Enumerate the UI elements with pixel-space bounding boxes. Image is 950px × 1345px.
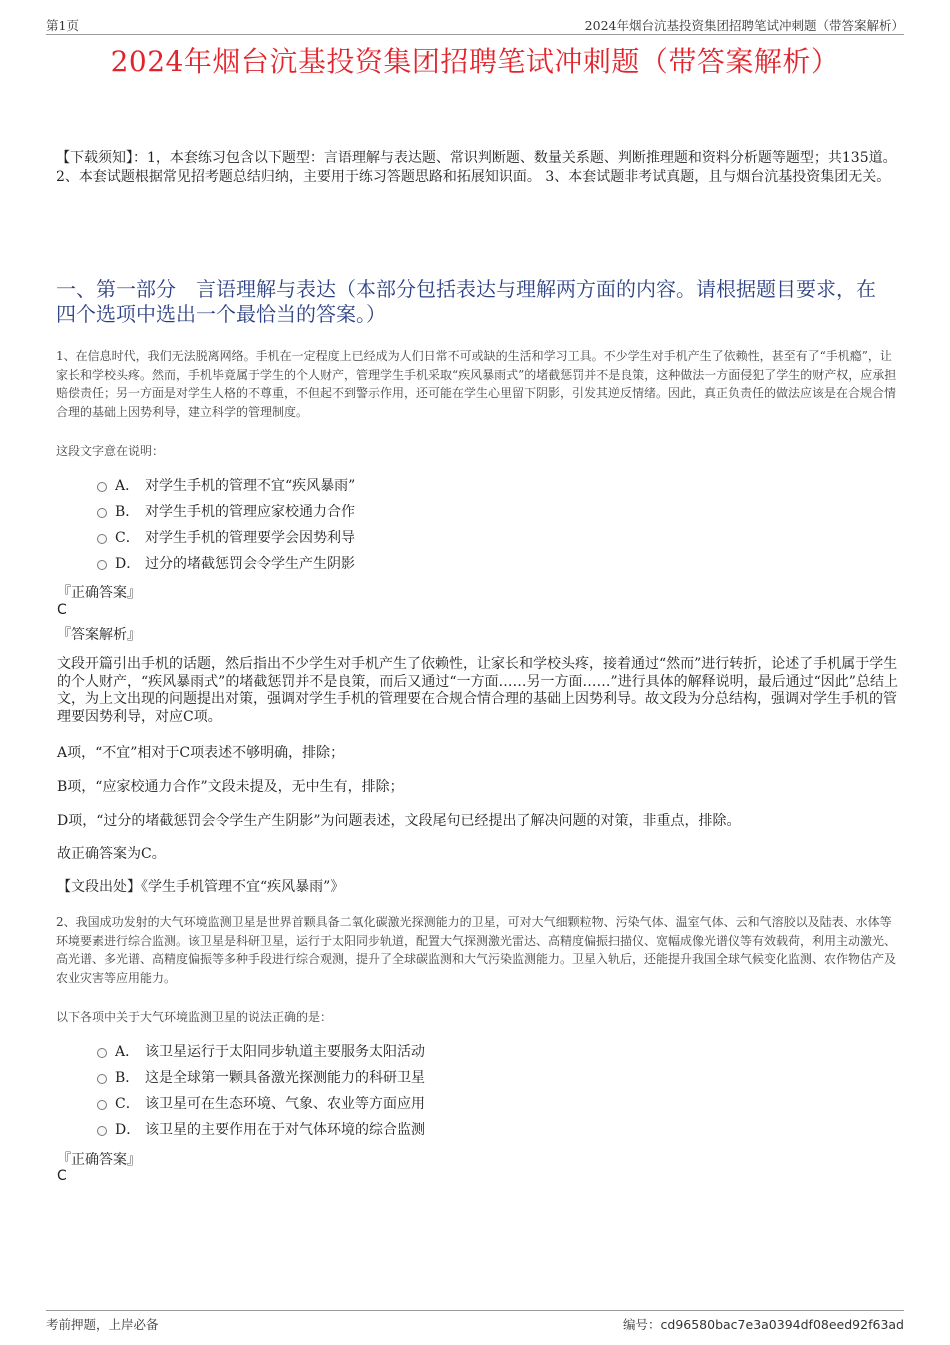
question-1-analysis-b: B项，“应家校通力合作”文段未提及，无中生有，排除； xyxy=(57,779,404,795)
radio-icon[interactable] xyxy=(97,482,107,492)
header-doc-title: 2024年烟台沆基投资集团招聘笔试冲刺题（带答案解析） xyxy=(584,18,904,33)
question-1-option-b[interactable]: B． 对学生手机的管理应家校通力合作 xyxy=(97,502,355,522)
radio-icon[interactable] xyxy=(97,1100,107,1110)
document-title: 2024年烟台沆基投资集团招聘笔试冲刺题（带答案解析） xyxy=(110,45,840,78)
page-header xyxy=(46,14,904,35)
footer-slogan: 考前押题，上岸必备 xyxy=(46,1317,159,1332)
question-2-text: 2、我国成功发射的大气环境监测卫星是世界首颗具备二氧化碳激光探测能力的卫星，可对大气细颗粒物、污染气体、温室气体、云和气溶胶以及陆表、水体等环境要素进行综合监测。该卫星是科研卫星，运行于太阳同步轨道，配置大气探测激光雷达、高精度偏振扫描仪、宽幅成像光谱仪等有效载荷，利用主动激光、高光谱、多光谱、高精度偏振等多种手段进行综合观测，提升了全球碳监测和大气污染监测能力。卫星入轨后，还能提升我国全球气候变化监测、农作物估产及农业灾害等应用能力。 xyxy=(56,915,897,985)
radio-icon[interactable] xyxy=(97,1126,107,1136)
question-1-answer-label: 『正确答案』 xyxy=(57,585,141,601)
download-notice: 【下载须知】：1，本套练习包含以下题型：言语理解与表达题、常识判断题、数量关系题、判断推理题和资料分析题等题型；共135道。 2、本套试题根据常见招考题总结归纳，主要用于练习答题思路和拓展知识面。 3、本套试题非考试真题，且与烟台沆基投资集团无关。 xyxy=(56,150,897,185)
question-1-option-c[interactable]: C． 对学生手机的管理要学会因势利导 xyxy=(97,528,355,548)
question-1-option-a[interactable]: A． 对学生手机的管理不宜“疾风暴雨” xyxy=(97,476,355,496)
radio-icon[interactable] xyxy=(97,560,107,570)
question-1-text: 1、在信息时代，我们无法脱离网络。手机在一定程度上已经成为人们日常不可或缺的生活和学习工具。不少学生对手机产生了依赖性，甚至有了“手机瘾”，让家长和学校头疼。然而，手机毕竟属于学生的个人财产，管理学生手机采取“疾风暴雨式”的堵截惩罚并不是良策，这种做法一方面侵犯了学生的财产权，应承担赔偿责任；另一方面是对学生人格的不尊重，不但起不到警示作用，还可能在学生心里留下阴影，引发其逆反情绪。因此，真正负责任的做法应该是在合规合情合理的基础上因势利导，建立科学的管理制度。 xyxy=(56,349,897,419)
question-2-option-b[interactable]: B． 这是全球第一颗具备激光探测能力的科研卫星 xyxy=(97,1068,425,1088)
question-2-answer: C xyxy=(57,1168,67,1184)
footer-code-value: cd96580bac7e3a0394df08eed92f63ad xyxy=(660,1317,904,1332)
footer-code-label: 编号： xyxy=(623,1317,661,1332)
question-2-option-d[interactable]: D． 该卫星的主要作用在于对气体环境的综合监测 xyxy=(97,1120,425,1140)
question-1-analysis-conclusion: 故正确答案为C。 xyxy=(57,846,166,862)
question-1-analysis-a: A项，“不宜”相对于C项表述不够明确，排除； xyxy=(57,745,345,761)
question-2-option-c[interactable]: C． 该卫星可在生态环境、气象、农业等方面应用 xyxy=(97,1094,425,1114)
footer-code xyxy=(623,1315,904,1333)
question-1-option-d[interactable]: D． 过分的堵截惩罚会令学生产生阴影 xyxy=(97,554,355,574)
question-1-answer: C xyxy=(57,602,67,618)
question-1-analysis-d: D项，“过分的堵截惩罚会令学生产生阴影”为问题表述，文段尾句已经提出了解决问题的对策，非重点，排除。 xyxy=(57,813,741,829)
question-2-option-a[interactable]: A． 该卫星运行于太阳同步轨道主要服务太阳活动 xyxy=(97,1042,425,1062)
question-1-analysis-main: 文段开篇引出手机的话题，然后指出不少学生对手机产生了依赖性，让家长和学校头疼，接着通过“然而”进行转折，论述了手机属于学生的个人财产，“疾风暴雨式”的堵截惩罚并不是良策，而后又通过“一方面……另一方面……”进行具体的解释说明，最后通过“因此”总结上文，为上文出现的问题提出对策，强调对学生手机的管理要在合规合情合理的基础上因势利导。故文段为分总结构，强调对学生手机的管理要因势利导，对应C项。 xyxy=(57,656,898,725)
question-1-analysis-label: 『答案解析』 xyxy=(57,627,141,643)
page-number: 第1页 xyxy=(46,18,79,33)
section-heading: 一、第一部分 言语理解与表达（本部分包括表达与理解两方面的内容。请根据题目要求，在四个选项中选出一个最恰当的答案。） xyxy=(56,277,876,326)
radio-icon[interactable] xyxy=(97,1048,107,1058)
radio-icon[interactable] xyxy=(97,1074,107,1084)
radio-icon[interactable] xyxy=(97,534,107,544)
question-2-prompt: 以下各项中关于大气环境监测卫星的说法正确的是： xyxy=(56,1010,333,1024)
question-2-answer-label: 『正确答案』 xyxy=(57,1152,141,1168)
radio-icon[interactable] xyxy=(97,508,107,518)
page-footer xyxy=(46,1310,904,1331)
question-1-prompt: 这段文字意在说明： xyxy=(56,444,165,458)
question-1-source: 【文段出处】《学生手机管理不宜“疾风暴雨”》 xyxy=(57,879,345,895)
